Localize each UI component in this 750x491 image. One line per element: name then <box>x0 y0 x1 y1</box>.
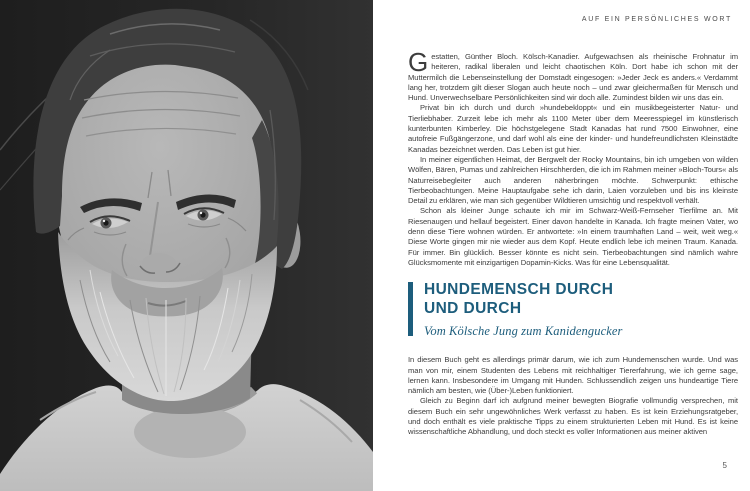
paragraph: Privat bin ich durch und durch »hundebekloppt« und ein musikbegeisterter Natur- und Tierliebhaber. Zurzeit lebe ich mehr als 1100 Meter über dem Meeresspiegel im künstlerisch kunterbunten Kimberley. Die höchstgelegene Stadt Kanadas hat rund 7500 Einwohner, eine autofreie Fußgängerzone, und darf wohl als eine der kinder- und hundefreundlichsten Kleinstädte Kanadas bezeichnet werden. Das Leben ist gut hier. <box>408 103 738 154</box>
portrait-photo-art <box>0 0 373 491</box>
paragraph: In meiner eigentlichen Heimat, der Bergwelt der Rocky Mountains, bin ich umgeben von wilden Wölfen, Bären, Pumas und zahlreichen Hirschherden, die ich im Rahmen meiner »Bloch-Tours« als Naturreisebegleiter auch anderen näherbringen möchte. Schwerpunkt: ethische Tierbeobachtungen. Meine Hauptaufgabe sehe ich darin, Laien vorzuleben und bis ins kleinste Detail zu erklären, wie man sich gegenüber Wildtieren umsichtig und respektvoll verhält. <box>408 154 738 206</box>
paragraph: Schon als kleiner Junge schaute ich mir im Schwarz-Weiß-Fernseher Tierfilme an. Mit Riesenaugen und hellauf begeistert. Einer davon handelte in Kanada. Ich fragte meinen Vater, wo denn diese Tiere wohnen würden. Er antwortete: »In einem traumhaften Land – weit, weit weg.« Diese Worte gingen mir nie wieder aus dem Kopf. Heute endlich lebe ich meinen Traum. Kanada. Für immer. Bin glücklich. Besser könnte es nicht sein. Tierbeobachtungen sind nämlich wahre Glücksmomente mit einzigartigen Dopamin-Kicks. Was für eine Lebensqualität. <box>408 206 738 267</box>
chapter-title-line1: HUNDEMENSCH DURCH <box>424 281 614 299</box>
chapter-subtitle: Vom Kölsche Jung zum Kanidengucker <box>424 324 623 339</box>
intro-paragraphs <box>408 47 738 268</box>
page-number: 5 <box>722 461 727 470</box>
outro-paragraphs <box>408 355 738 437</box>
chapter-title-line2: UND DURCH <box>424 300 522 318</box>
paragraph: Gleich zu Beginn darf ich aufgrund meiner bewegten Biografie vollmundig versprechen, mit diesem Buch ein sehr ungewöhnliches Werk verfasst zu haben. Es ist kein Erziehungsratgeber, und doch enthält es viele praktische Tipps zu einem strukturierten Leben mit Hund. Es ist keine wissenschaftliche Abhandlung, und doch steckt es voller Informationen aus meiner aktiven <box>408 396 738 437</box>
chapter-heading-block <box>408 280 738 339</box>
accent-bar <box>408 282 413 336</box>
text-column <box>408 47 738 438</box>
paragraph: In diesem Buch geht es allerdings primär darum, wie ich zum Hundemenschen wurde. Und was man von mir, einem Studenten des Lebens mit reichhaltiger Tiererfahrung, wie ich gerne sage, lernen kann. Insbesondere im Umgang mit Hunden. Schlussendlich zeigen uns hundeartige Tiere nämlich am besten, wie (Über-)Leben funktioniert. <box>408 355 738 396</box>
paragraph: Gestatten, Günther Bloch. Kölsch-Kanadier. Aufgewachsen als rheinische Frohnatur im heiteren, radikal liberalen und leicht chaotischen Köln. Dort habe ich schon mit der Muttermilch die Lebenseinstellung der Domstadt eingesogen: »Jeder Jeck es anders.« Verdammt lang her, trotzdem gilt dieser Slogan auch heute noch – und zwar gleichermaßen für Mensch und Hund. Unverwechselbare Persönlichkeiten sind wir doch alle. Zumindest bilden wir uns das ein. <box>408 47 738 103</box>
text-page <box>373 0 750 491</box>
portrait-photo <box>0 0 373 491</box>
running-header: AUF EIN PERSÖNLICHES WORT <box>581 16 732 23</box>
chapter-title <box>424 280 738 318</box>
drop-cap: G <box>408 47 429 77</box>
